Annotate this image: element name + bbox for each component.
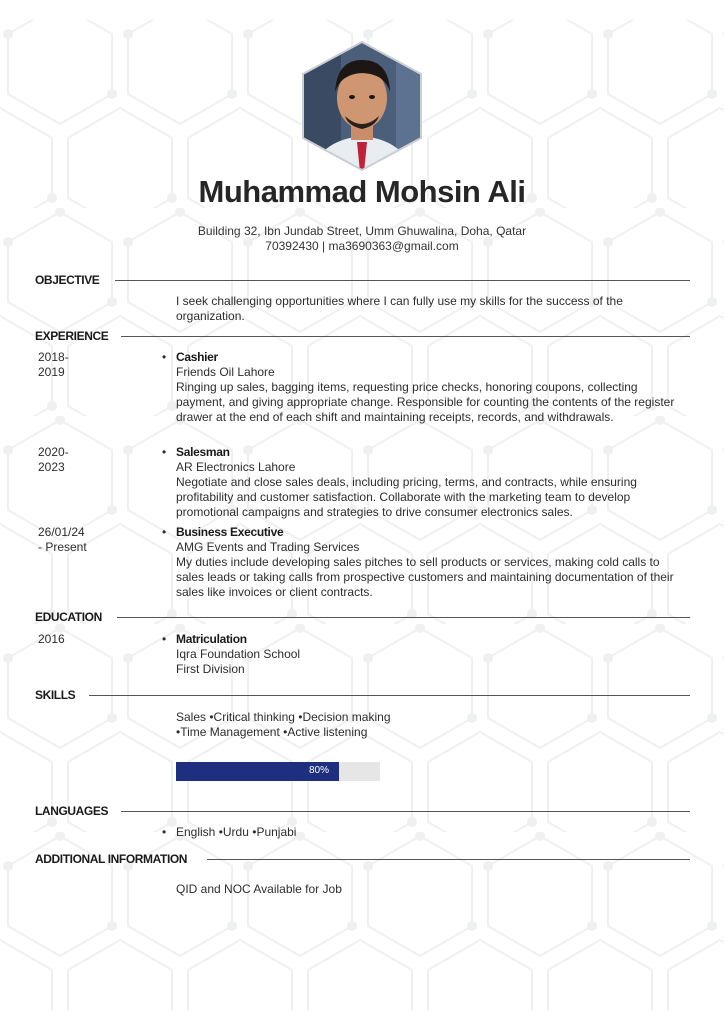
phone-email-line: 70392430 | ma3690363@gmail.com <box>265 239 459 253</box>
section-title-languages: LANGUAGES <box>35 804 109 818</box>
languages-entry <box>162 825 688 840</box>
bullet-icon: • <box>162 825 167 839</box>
section-objective <box>35 273 690 289</box>
job-description: My duties include developing sales pitches to sell products or services, making cold calls to sales leads or taking calls from prospective customers and maintaining documentation of their sales like invoices or client contracts. <box>176 555 674 599</box>
section-divider <box>117 617 690 618</box>
education-date: 2016 <box>38 632 65 646</box>
section-additional-information <box>35 852 690 868</box>
degree: Matriculation <box>176 632 247 646</box>
job-description: Negotiate and close sales deals, including pricing, terms, and contracts, while ensuring profitability and customer satisfaction. Collaborate with the marketing team to develop promotional campaigns and strategies to drive consumer electronics sales. <box>176 475 637 519</box>
section-education <box>35 610 690 626</box>
job-description: Ringing up sales, bagging items, requesting price checks, honoring coupons, collecting payment, and giving appropriate change. Responsible for counting the contents of the register drawer at the end of each shift and maintaining receipts, records, and withdrawals. <box>176 380 675 424</box>
experience-date: 26/01/24 - Present <box>38 525 87 554</box>
objective-text: I seek challenging opportunities where I can fully use my skills for the success of the organization. <box>176 294 623 323</box>
section-languages <box>35 804 690 820</box>
skill-level-label: 80% <box>309 765 330 776</box>
skill-level-bar <box>176 762 380 781</box>
experience-entry <box>162 525 688 600</box>
employer: AMG Events and Trading Services <box>176 540 360 554</box>
candidate-name: Muhammad Mohsin Ali <box>198 174 526 209</box>
section-divider <box>121 811 690 812</box>
section-title-skills: SKILLS <box>35 688 76 702</box>
section-title-objective: OBJECTIVE <box>35 273 100 287</box>
section-divider <box>115 280 690 281</box>
job-title: Salesman <box>176 445 230 459</box>
bullet-icon: • <box>162 445 167 459</box>
experience-entry <box>162 445 688 520</box>
contact-block <box>0 224 724 254</box>
job-title: Business Executive <box>176 525 284 539</box>
education-entry <box>162 632 688 677</box>
section-divider <box>89 695 690 696</box>
address-line: Building 32, Ibn Jundab Street, Umm Ghuwalina, Doha, Qatar <box>197 224 527 238</box>
bullet-icon: • <box>162 525 167 539</box>
skills-list: Sales •Critical thinking •Decision making •Time Management •Active listening <box>176 710 391 739</box>
additional-info-text: QID and NOC Available for Job <box>176 882 342 896</box>
section-experience <box>35 329 690 345</box>
section-title-additional: ADDITIONAL INFORMATION <box>35 852 188 866</box>
employer: AR Electronics Lahore <box>176 460 296 474</box>
profile-photo <box>301 40 423 172</box>
languages-list: English •Urdu •Punjabi <box>176 825 297 839</box>
experience-entry <box>162 350 688 425</box>
section-divider <box>121 336 690 337</box>
experience-date: 2018- 2019 <box>38 350 69 379</box>
section-title-education: EDUCATION <box>35 610 102 624</box>
section-skills <box>35 688 690 704</box>
employer: Friends Oil Lahore <box>176 365 275 379</box>
section-divider <box>207 859 690 860</box>
bullet-icon: • <box>162 632 167 646</box>
bullet-icon: • <box>162 350 167 364</box>
section-title-experience: EXPERIENCE <box>35 329 109 343</box>
experience-date: 2020- 2023 <box>38 445 69 474</box>
school-name: Iqra Foundation School <box>176 647 301 661</box>
education-result: First Division <box>176 662 245 676</box>
job-title: Cashier <box>176 350 218 364</box>
